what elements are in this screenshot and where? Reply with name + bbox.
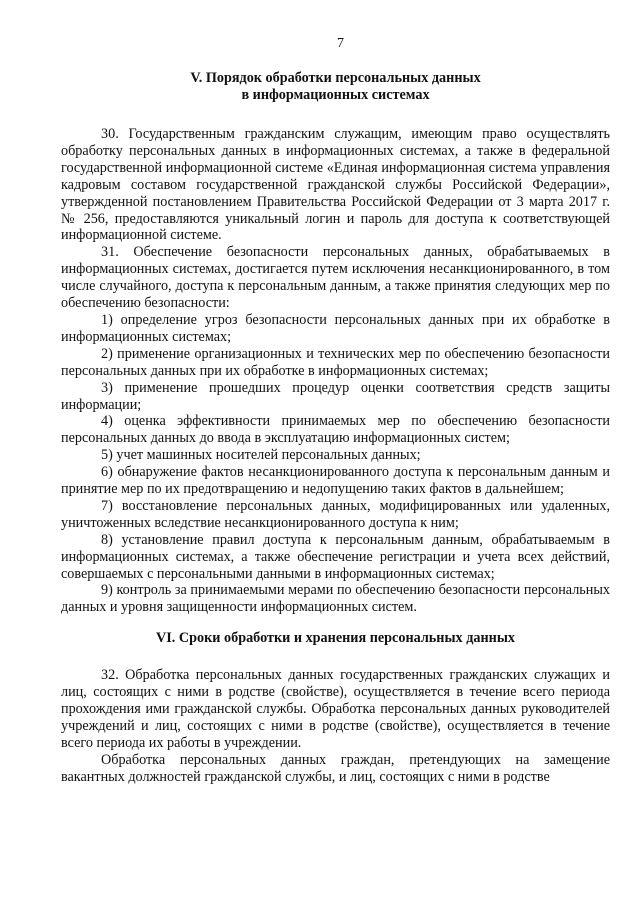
list-item-6: 6) обнаружение фактов несанкционированного доступа к персональным данным и принятие мер по их предотвращению и недопущению таких фактов в дальнейшем; <box>61 464 610 498</box>
section-5-heading <box>61 70 610 104</box>
paragraph-30: 30. Государственным гражданским служащим, имеющим право осуществлять обработку персональных данных в информационных системах, а также в федеральной государственной информационной системе «Единая информационная система управления кадровым составом государственной гражданской службы Российской Федерации», утвержденной постановлением Правительства Российской Федерации от 3 марта 2017 г. № 256, предоставляются уникальный логин и пароль для доступа к соответствующей информационной системе. <box>61 126 610 244</box>
paragraph-31: 31. Обеспечение безопасности персональных данных, обрабатываемых в информационных системах, достигается путем исключения несанкционированного, в том числе случайного, доступа к персональным данным, а также принятия следующих мер по обеспечению безопасности: <box>61 244 610 312</box>
section-6-heading <box>61 630 610 647</box>
list-item-2: 2) применение организационных и технических мер по обеспечению безопасности персональных данных при их обработке в информационных системах; <box>61 345 610 379</box>
page-number: 7 <box>337 36 344 51</box>
section-5-title-line-2: в информационных системах <box>241 87 430 103</box>
paragraph-32: 32. Обработка персональных данных государственных гражданских служащих и лиц, состоящих с ними в родстве (свойстве), осуществляется в течение всего периода прохождения ими гражданской службы. Обработка персональных данных руководителей учреждений и лиц, состоящих с ними в родстве (свойстве), осуществляется в течение всего периода их работы в учреждении. <box>61 667 610 751</box>
list-item-4: 4) оценка эффективности принимаемых мер по обеспечению безопасности персональных данных до ввода в эксплуатацию информационных систем; <box>61 413 610 447</box>
list-item-8: 8) установление правил доступа к персональным данным, обрабатываемым в информационных системах, а также обеспечение регистрации и учета всех действий, совершаемых с персональными данными в информационных системах; <box>61 531 610 582</box>
list-item-1: 1) определение угроз безопасности персональных данных при их обработке в информационных системах; <box>61 311 610 345</box>
list-item-9: 9) контроль за принимаемыми мерами по обеспечению безопасности персональных данных и уровня защищенности информационных систем. <box>61 582 610 616</box>
paragraph-32-continued: Обработка персональных данных граждан, претендующих на замещение вакантных должностей гражданской службы, и лиц, состоящих с ними в родстве <box>61 751 610 785</box>
list-item-7: 7) восстановление персональных данных, модифицированных или удаленных, уничтоженных вследствие несанкционированного доступа к ним; <box>61 497 610 531</box>
section-5-title-line-1: V. Порядок обработки персональных данных <box>190 70 481 86</box>
section-6-title: VI. Сроки обработки и хранения персональных данных <box>156 630 515 647</box>
list-item-5: 5) учет машинных носителей персональных данных; <box>101 447 421 464</box>
list-item-3: 3) применение прошедших процедур оценки соответствия средств защиты информации; <box>61 379 610 413</box>
